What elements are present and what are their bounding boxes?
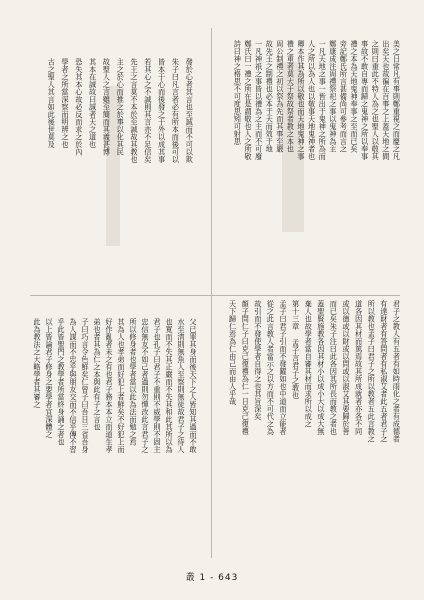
- text-column: 天下歸仁焉為仁由己而由人乎哉: [228, 300, 238, 405]
- text-column: 之則曰重此不特人為之也聖人以敬其: [371, 40, 381, 160]
- text-column: 古之聖人其言如此後世莫及: [47, 58, 57, 148]
- text-column: 禮之本為天地鬼神奉事之至而已矣: [350, 40, 359, 153]
- text-column: 主之於心而推之於事以化其民: [116, 58, 126, 156]
- text-column: 第十三章 孟子言君子之教也: [291, 300, 301, 400]
- text-column: 棄人也故學者當自審其材而求所以成之: [304, 300, 314, 428]
- text-column: 卿本作其為所以敬也而天地鬼神之事: [297, 40, 306, 160]
- text-column: 先王之言莫不本於至誠故其教也: [130, 58, 139, 163]
- text-column: 鄭氏曰一禮之所在是謂敬也人之所敬: [244, 40, 253, 160]
- text-column: 朱子曰凡言者必有所本而後可以: [171, 58, 181, 163]
- vertical-divider: [211, 28, 212, 558]
- text-column: 故聖人之言雖至簡而其義甚博: [102, 58, 112, 156]
- text-column: 發於心者其言也至誠而不可以欺: [185, 58, 195, 163]
- text-column: 忠信無友不如己者過則勿憚改此言君子之: [141, 318, 150, 453]
- text-column: 禮之重者莫大于祭故祭者教之本也: [286, 40, 296, 153]
- text-column: 周公制禮之初以祭為先而其事至嚴: [275, 40, 285, 153]
- text-column: 或以德或以財或以問或以淑艾其要歸於善: [342, 300, 351, 435]
- text-column: 故先王之制禮也必本于天而效于地: [265, 40, 275, 153]
- text-column: 此為教法之大略學者其審之: [33, 318, 42, 408]
- text-column: 故引而不發使學者自得之也其旨深矣: [253, 300, 263, 420]
- text-column: 父已罪其身而後天下之人皆知其過而不敢: [189, 318, 198, 453]
- text-column: 鄭康成注周禮祭祀之事以鬼神為主: [328, 40, 338, 153]
- text-column: 從之此言教人者當示之以方而不可代之為: [266, 300, 276, 435]
- text-column: 學者之所當深察而明辨之也: [61, 58, 70, 148]
- text-column: 乎此皆聖門之教學者所當終身誦之者也: [57, 318, 66, 446]
- text-column: 一凡神祇之事皆以禮為之主而不可廢: [254, 40, 264, 160]
- text-column: 其為人也孝弟而好犯上者鮮矣不好犯上而: [117, 318, 126, 453]
- text-column: 道各因其材而篤焉故其所成就者亦各不同: [354, 300, 364, 435]
- text-column: 子曰巧言令色鮮矣仁曾子曰吾日三省吾身: [81, 318, 90, 453]
- horizontal-divider: [30, 295, 400, 296]
- text-column: 以上皆論君子修身之要學者宜深體之: [45, 318, 54, 438]
- text-column: 旁記鄭氏所言甚備尚可參考而言之: [339, 40, 349, 153]
- text-column: 事故不敢自專而歸之鬼神之所以奉事: [360, 40, 370, 160]
- text-column: 所以修身者也學者當以此為法而勉之焉: [129, 318, 138, 446]
- text-column: 有達財者有答問者有私淑艾者此五者君子之: [379, 300, 389, 443]
- text-column: 孟子曰君子引而不發躍如也中道而立能者: [279, 300, 288, 435]
- page-number: 叢 1 - 643: [185, 573, 239, 583]
- text-column: 弟也者其為仁之本與此有子之言也: [93, 318, 102, 431]
- text-column: 蓋聖賢施教各因其材小以成小大以成大無: [316, 300, 326, 435]
- text-column: 若其心之不誠則其言亦不足信矣: [143, 58, 153, 163]
- text-column: 也寬而不失其正嚴而不失其和此其所以為: [165, 318, 174, 453]
- text-column: 而已矣朱子注曰此各因其所長而教之者也: [329, 300, 339, 435]
- text-column: 人之所以為人也以敬事天地鬼神者也: [307, 40, 317, 160]
- text-column: 為人謀而不忠乎與朋友交而不信乎傳不習: [69, 318, 78, 453]
- text-column: 出矣天也故徧在百事之上蓋天地之間: [381, 40, 391, 160]
- text-column: 詩曰神之格思不可度思矧可射思: [233, 40, 243, 145]
- text-column: 恐失其本心故必反而求之於內: [74, 58, 84, 156]
- text-column: 所以教也孟子曰君子之所以教者五此言教之: [367, 300, 377, 443]
- text-column: 顏子問仁子曰克己復禮為仁一日克己復禮: [241, 300, 251, 435]
- text-column: 美之日常凡有事則鄭重視之而慶之凡: [392, 40, 402, 160]
- text-column: 好作亂者未之有也君子務本本立而道生孝: [105, 318, 114, 453]
- text-column: 一凡天地之事一皆出于鬼神之所為而: [318, 40, 328, 160]
- text-column: 皆本于心而後發之于外以成其事: [157, 58, 167, 163]
- text-column: 君子也孔子曰君子不重則不威學則不固主: [153, 318, 162, 453]
- text-column: 君子之教人有五者有如時雨化之者有成德者: [392, 300, 402, 443]
- text-column: 其本在誠故曰誠者天之道也: [88, 58, 98, 148]
- text-column: 水至清則無魚人至察則無徒故君子之待人: [177, 318, 186, 453]
